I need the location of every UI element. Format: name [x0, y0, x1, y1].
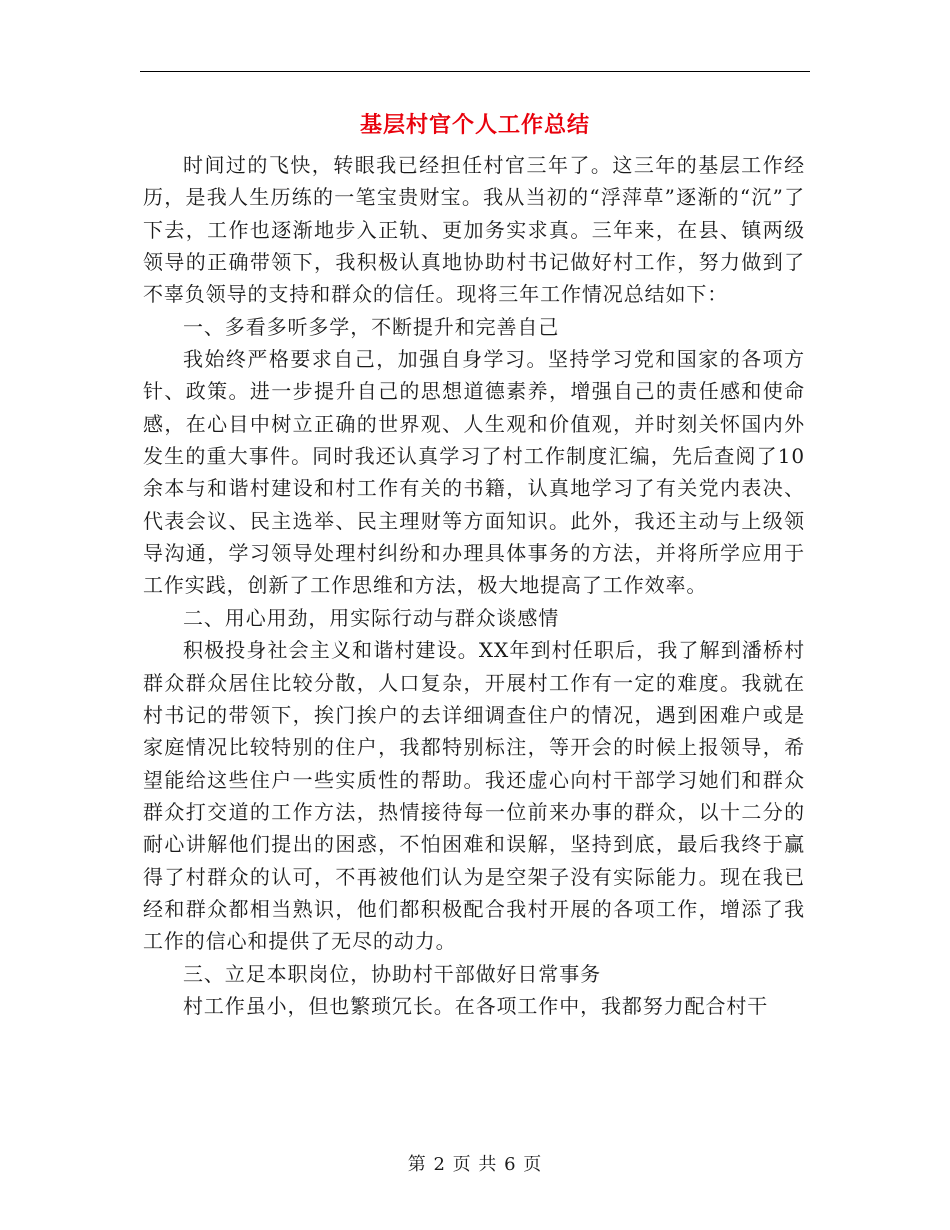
document-title: 基层村官个人工作总结	[359, 112, 590, 138]
paragraph-section-1: 我始终严格要求自己，加强自身学习。坚持学习党和国家的各项方针、政策。进一步提升自己的思想道德素养，增强自己的责任感和使命感，在心目中树立正确的世界观、人生观和价值观，并时刻关怀国内外发生的重大事件。同时我还认真学习了村工作制度汇编，先后查阅了10余本与和谐村建设和村工作有关的书籍，认真地学习了有关党内表决、代表会议、民主选举、民主理财等方面知识。此外，我还主动与上级领导沟通，学习领导处理村纠纷和办理具体事务的方法，并将所学应用于工作实践，创新了工作思维和方法，极大地提高了工作效率。	[143, 347, 805, 598]
paragraph-intro: 时间过的飞快，转眼我已经担任村官三年了。这三年的基层工作经历，是我人生历练的一笔宝贵财宝。我从当初的“浮萍草”逐渐的“沉”了下去，工作也逐渐地步入正轨、更加务实求真。三年来，在县、镇两级领导的正确带领下，我积极认真地协助村书记做好村工作，努力做到了不辜负领导的支持和群众的信任。现将三年工作情况总结如下：	[143, 153, 805, 307]
header-rule	[140, 71, 810, 72]
section-heading-2: 二、用心用劲，用实际行动与群众谈感情	[183, 605, 560, 630]
section-heading-3: 三、立足本职岗位，协助村干部做好日常事务	[183, 961, 601, 986]
paragraph-section-3: 村工作虽小，但也繁琐冗长。在各项工作中，我都努力配合村干	[183, 993, 769, 1018]
page-number-footer: 第 2 页 共 6 页	[407, 1154, 543, 1175]
paragraph-section-2: 积极投身社会主义和谐村建设。XX年到村任职后，我了解到潘桥村群众群众居住比较分散，人口复杂，开展村工作有一定的难度。我就在村书记的带领下，挨门挨户的去详细调查住户的情况，遇到困难户或是家庭情况比较特别的住户，我都特别标注，等开会的时候上报领导，希望能给这些住户一些实质性的帮助。我还虚心向村干部学习她们和群众群众打交道的工作方法，热情接待每一位前来办事的群众，以十二分的耐心讲解他们提出的困惑，不怕困难和误解，坚持到底，最后我终于赢得了村群众的认可，不再被他们认为是空架子没有实际能力。现在我已经和群众都相当熟识，他们都积极配合我村开展的各项工作，增添了我工作的信心和提供了无尽的动力。	[143, 638, 805, 954]
document-body	[143, 149, 805, 1022]
section-heading-1: 一、多看多听多学，不断提升和完善自己	[183, 314, 560, 339]
